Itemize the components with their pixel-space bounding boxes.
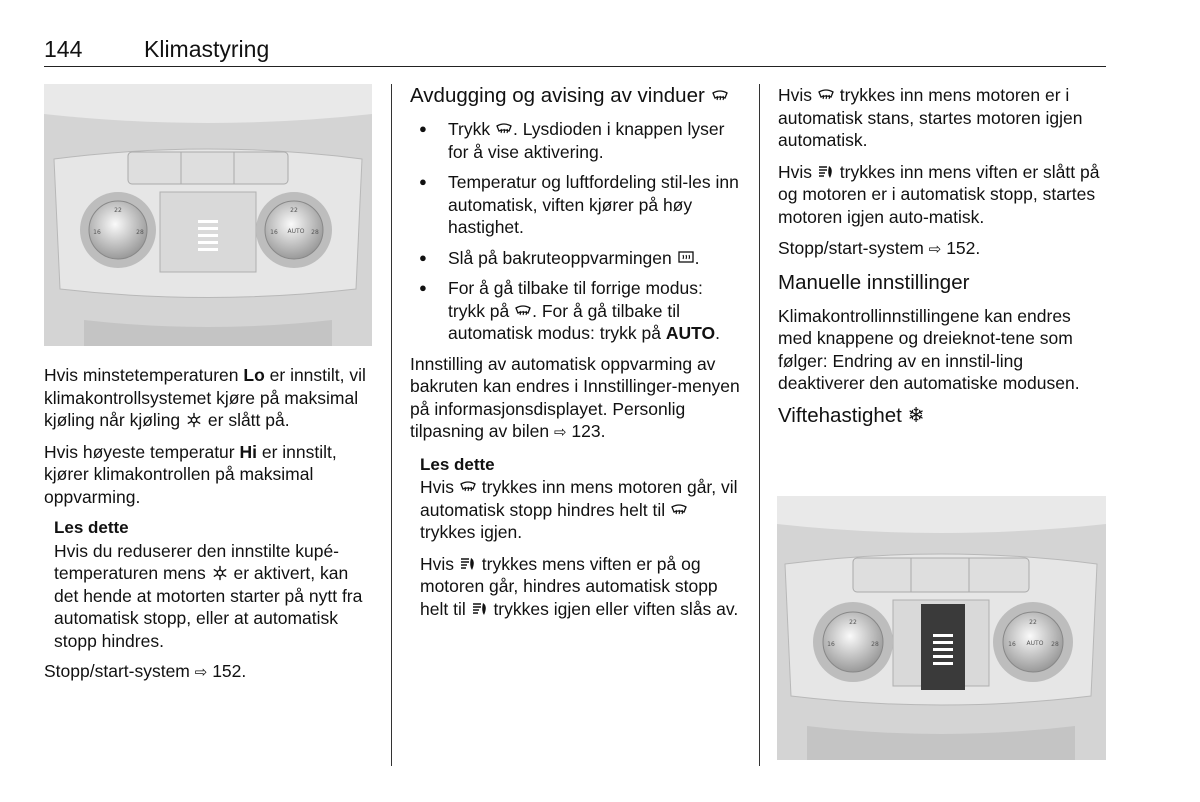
knob-label: 22 <box>849 619 857 626</box>
note-title: Les dette <box>420 454 495 474</box>
air-distribution-icon <box>471 601 489 617</box>
bullet-list <box>410 118 742 345</box>
arrow-icon: ⇨ <box>194 664 208 681</box>
column-divider <box>759 84 760 766</box>
paragraph: Hvis trykkes inn mens viften er slått på og motoren er i automatisk stopp, startes motoren igjen auto-matisk. <box>778 161 1100 227</box>
snowflake-icon <box>211 565 229 581</box>
knob-label: 22 <box>1029 619 1037 626</box>
knob-label: 16 <box>1008 641 1016 648</box>
paragraph: Innstilling av automatisk oppvarming av bakruten kan endres i Innstillinger-menyen på informasjonsdisplayet. Personlig tilpasning av bilen ⇨ 123. <box>410 353 740 441</box>
air-distribution-icon <box>817 164 835 180</box>
note-title: Les dette <box>54 518 129 537</box>
fan-icon: ❄ <box>907 403 925 427</box>
column-right <box>778 84 1108 438</box>
note-text: Hvis trykkes mens viften er på og motoren går, hindres automatisk stopp helt til trykkes igjen eller viften slås av. <box>420 553 739 619</box>
paragraph: Klimakontrollinnstillingene kan endres med knappene og dreieknot-tene som følger: Endring av en innstil-ling deaktiverer den automatiske modusen. <box>778 305 1080 393</box>
knob-label: AUTO <box>287 228 305 235</box>
rear-window-heater-icon <box>677 250 695 266</box>
list-item: ● For å gå tilbake til forrige modus: trykk på . For å gå tilbake til automatisk modus: trykk på AUTO. <box>410 277 742 345</box>
knob-label: 16 <box>827 641 835 648</box>
windshield-defrost-icon <box>711 88 729 104</box>
page-header <box>44 34 1106 67</box>
windshield-defrost-icon <box>670 502 688 518</box>
knob-label: 22 <box>290 207 298 214</box>
windshield-defrost-icon <box>495 121 513 137</box>
section-heading: Avdugging og avising av vinduer <box>410 84 742 108</box>
note-box <box>420 454 742 621</box>
climate-panel-photo <box>777 496 1106 760</box>
cross-reference[interactable]: Stopp/start-system ⇨ 152. <box>778 238 981 258</box>
note-text: Hvis trykkes inn mens motoren går, vil automatisk stopp hindres helt til trykkes igjen. <box>420 477 738 542</box>
page-number: 144 <box>44 36 83 62</box>
arrow-icon: ⇨ <box>928 241 942 258</box>
knob-label: 28 <box>871 641 879 648</box>
column-divider <box>391 84 392 766</box>
air-distribution-icon <box>459 556 477 572</box>
knob-label: 28 <box>311 229 319 236</box>
list-item: ● Slå på bakruteoppvarmingen . <box>410 247 742 270</box>
windshield-defrost-icon <box>514 303 532 319</box>
knob-label: 22 <box>114 207 122 214</box>
column-left <box>44 364 374 694</box>
section-heading: Manuelle innstillinger <box>778 270 970 294</box>
knob-label: 28 <box>1051 641 1059 648</box>
knob-label: AUTO <box>1026 640 1044 647</box>
paragraph: Hvis minstetemperaturen Lo er innstilt, vil klimakontrollsystemet kjøre på maksimal kjøling når kjøling er slått på. <box>44 365 366 430</box>
page-title: Klimastyring <box>144 36 270 62</box>
snowflake-icon <box>185 412 203 428</box>
knob-label: 28 <box>136 229 144 236</box>
section-heading: Viftehastighet ❄ <box>778 403 925 427</box>
note-box <box>54 517 374 652</box>
note-text: Hvis du reduserer den innstilte kupé-temperaturen mens er aktivert, kan det hende at motorten starter på nytt fra automatisk stopp, eller at automatisk stopp hindres. <box>54 540 363 651</box>
list-item: ● Temperatur og luftfordeling stil-les inn automatisk, viften kjører på høy hastighet. <box>410 171 742 239</box>
cross-reference[interactable]: Stopp/start-system ⇨ 152. <box>44 661 247 681</box>
column-middle <box>410 84 742 629</box>
knob-label: 16 <box>93 229 101 236</box>
knob-label: 16 <box>270 229 278 236</box>
arrow-icon: ⇨ <box>553 424 567 441</box>
windshield-defrost-icon <box>817 87 835 103</box>
climate-panel-photo <box>44 84 372 346</box>
windshield-defrost-icon <box>459 479 477 495</box>
paragraph: Hvis trykkes inn mens motoren er i automatisk stans, startes motoren igjen automatisk. <box>778 85 1083 150</box>
paragraph: Hvis høyeste temperatur Hi er innstilt, kjører klimakontrollen på maksimal oppvarming. <box>44 441 337 507</box>
list-item: ● Trykk . Lysdioden i knappen lyser for å vise aktivering. <box>410 118 742 163</box>
